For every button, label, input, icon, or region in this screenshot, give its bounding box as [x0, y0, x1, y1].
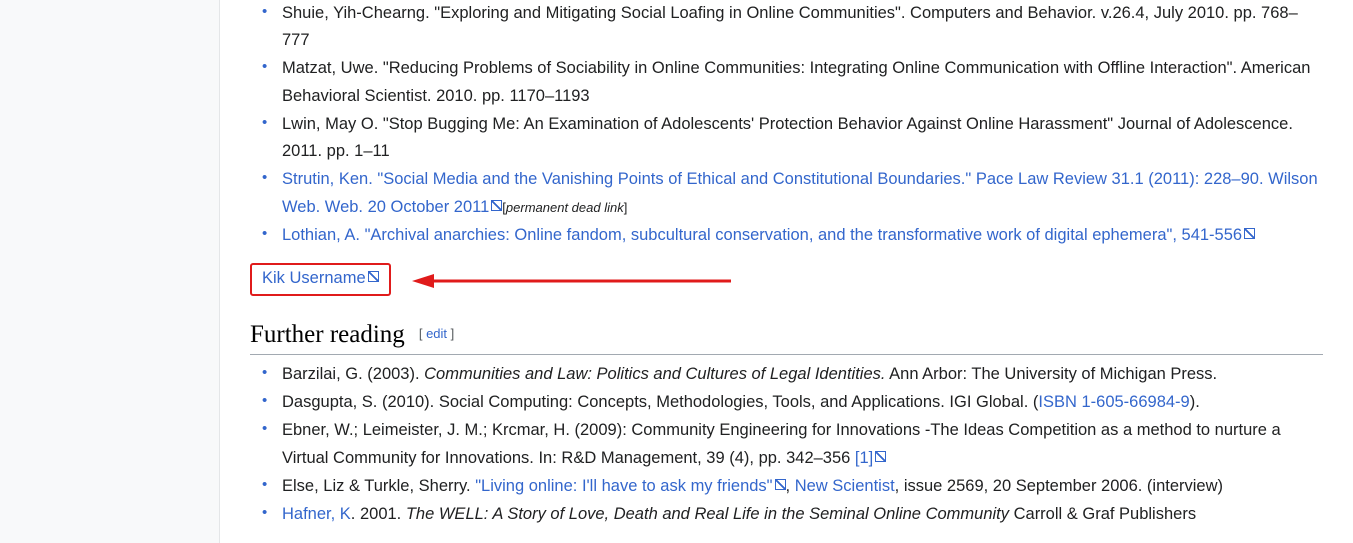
further-3-text-4: , issue 2569, 20 September 2006. (interview)	[894, 476, 1224, 495]
reference-1-text-0: Matzat, Uwe. "Reducing Problems of Sociability in Online Communities: Integrating Online Communication with Offline Interaction". American Behavioral Scientist. 2010. pp. 1170–1193	[282, 59, 1311, 105]
further-3-text-2: ,	[785, 476, 795, 495]
further-4-link-0[interactable]: Hafner, K	[282, 505, 351, 524]
kik-username-link[interactable]: Kik Username	[262, 269, 379, 287]
further-reading-item	[272, 389, 1323, 416]
further-reading-heading	[250, 321, 1323, 355]
further-3-link-3[interactable]: New Scientist	[794, 476, 895, 495]
further-reading-item	[272, 361, 1323, 388]
further-1-text-0: Dasgupta, S. (2010). Social Computing: Concepts, Methodologies, Tools, and Applications. IGI Global. (	[282, 393, 1039, 412]
further-reading-list	[250, 361, 1323, 528]
article-content	[220, 0, 1353, 543]
further-reading-item	[272, 473, 1323, 500]
reference-item	[272, 55, 1323, 109]
kik-username-box[interactable]	[250, 263, 391, 296]
reference-item	[272, 111, 1323, 165]
further-2-link-1[interactable]: [1]	[855, 449, 886, 467]
further-2-text-0: Ebner, W.; Leimeister, J. M.; Krcmar, H. (2009): Community Engineering for Innovations -The Ideas Competition as a method to nurture a Virtual Community for Innovations. In: R&D Management, 39 (4), pp. 342–356	[282, 421, 1281, 467]
reference-item	[272, 166, 1323, 220]
further-reading-item	[272, 501, 1323, 528]
reference-3-link-0[interactable]: Strutin, Ken. "Social Media and the Vanishing Points of Ethical and Constitutional Boundaries." Pace Law Review 31.1 (2011): 228–90. Wilson Web. Web. 20 October 2011	[282, 170, 1318, 216]
reference-item	[272, 222, 1323, 249]
further-4-text-3: Carroll & Graf Publishers	[1009, 505, 1197, 524]
further-1-link-3[interactable]: 1-605-66984-9	[1081, 393, 1190, 412]
edit-bracket-open: [	[418, 325, 423, 341]
further-reading-title: Further reading	[250, 320, 405, 348]
edit-bracket-close: ]	[450, 325, 455, 341]
reference-0-text-0: Shuie, Yih-Chearng. "Exploring and Mitigating Social Loafing in Online Communities". Computers and Behavior. v.26.4, July 2010. pp. 768–777	[282, 4, 1298, 50]
references-list	[250, 0, 1323, 249]
further-0-italic-1: Communities and Law: Politics and Cultures of Legal Identities.	[424, 364, 886, 383]
further-0-text-2: Ann Arbor: The University of Michigan Press.	[885, 364, 1218, 383]
reference-2-text-0: Lwin, May O. "Stop Bugging Me: An Examination of Adolescents' Protection Behavior Against Online Harassment" Journal of Adolescence. 2011. pp. 1–11	[282, 114, 1293, 161]
edit-label[interactable]: edit	[426, 325, 448, 341]
reference-3-dead-link-note: [permanent dead link]	[502, 199, 628, 215]
further-4-italic-2: The WELL: A Story of Love, Death and Real Life in the Seminal Online Community	[405, 505, 1010, 524]
further-1-link-1[interactable]: ISBN	[1038, 393, 1077, 412]
reference-item	[272, 0, 1323, 54]
kik-username-highlight	[250, 263, 1323, 299]
further-0-text-0: Barzilai, G. (2003).	[282, 364, 425, 383]
further-1-text-4: ).	[1189, 393, 1200, 412]
further-3-text-0: Else, Liz & Turkle, Sherry.	[282, 476, 476, 495]
reference-4-link-0[interactable]: Lothian, A. "Archival anarchies: Online fandom, subcultural conservation, and the transformative work of digital ephemera", 541-556	[282, 226, 1255, 244]
further-reading-item	[272, 417, 1323, 471]
annotation-arrow	[410, 274, 732, 288]
edit-section-link[interactable]	[419, 326, 454, 341]
sidebar	[0, 0, 220, 543]
further-4-text-1: . 2001.	[350, 505, 406, 524]
further-3-link-1[interactable]: "Living online: I'll have to ask my friends"	[475, 477, 785, 495]
